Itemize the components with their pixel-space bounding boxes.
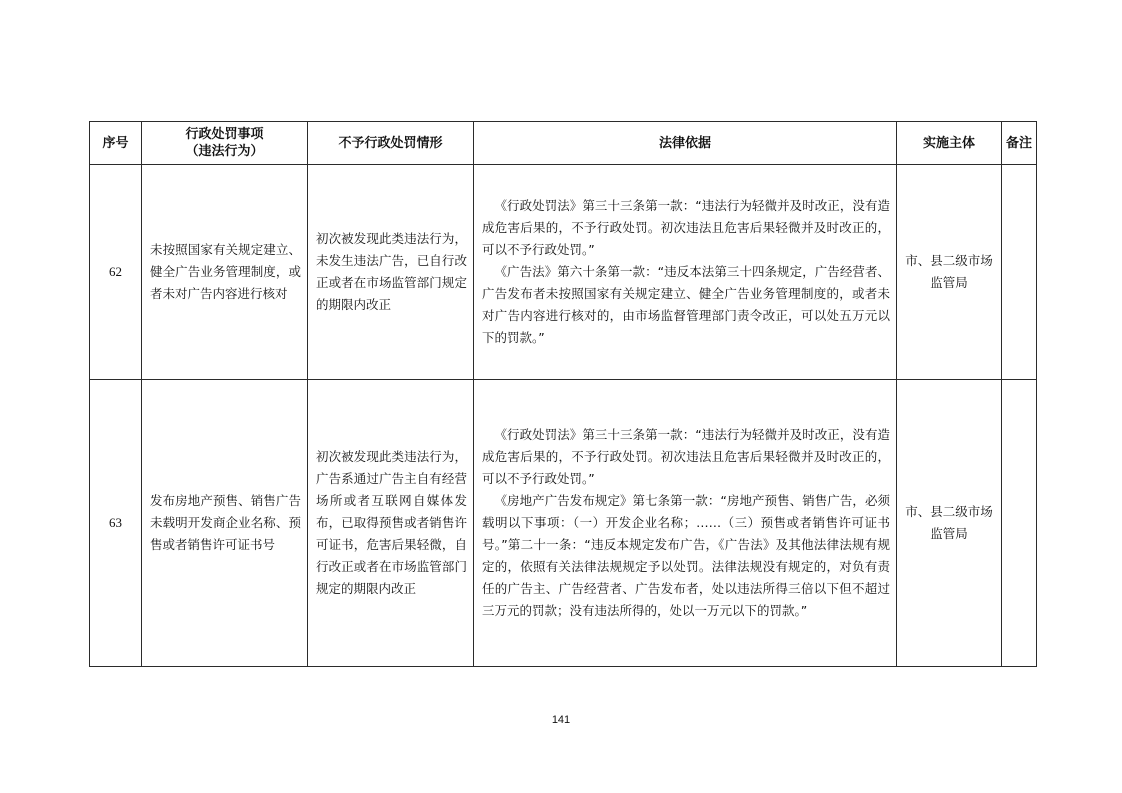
header-matter: [142, 122, 308, 165]
row-basis: [474, 165, 897, 380]
basis-paragraph: 《房地产广告发布规定》第七条第一款：“房地产预售、销售广告，必须载明以下事项：（一）开发企业名称；……（三）预售或者销售许可证书号。”第二十一条：“违反本规定发布广告，《广告法》及其他法律法规有规定的，依照有关法律法规规定予以处罚。法律法规没有规定的，对负有责任的广告主、广告经营者、广告发布者，处以违法所得三倍以下但不超过三万元的罚款；没有违法所得的，处以一万元以下的罚款。”: [482, 493, 890, 618]
row-subject: 市、县二级市场监管局: [897, 165, 1002, 380]
table-row: [90, 380, 1037, 667]
basis-paragraph: 《广告法》第六十条第一款：“违反本法第三十四条规定，广告经营者、广告发布者未按照国家有关规定建立、健全广告业务管理制度的，或者未对广告内容进行核对的，由市场监督管理部门责令改正，可以处五万元以下的罚款。”: [482, 264, 890, 345]
basis-paragraph: 《行政处罚法》第三十三条第一款：“违法行为轻微并及时改正，没有造成危害后果的，不予行政处罚。初次违法且危害后果轻微并及时改正的，可以不予行政处罚。”: [482, 427, 890, 486]
row-exempt: 初次被发现此类违法行为，未发生违法广告，已自行改正或者在市场监管部门规定的期限内改正: [308, 165, 474, 380]
header-matter-line1: 行政处罚事项: [185, 127, 264, 142]
row-basis: [474, 380, 897, 667]
row-remark: [1002, 380, 1037, 667]
row-seq: 62: [90, 165, 142, 380]
header-basis: 法律依据: [474, 122, 897, 165]
header-exempt: 不予行政处罚情形: [308, 122, 474, 165]
header-seq: 序号: [90, 122, 142, 165]
table-row: [90, 165, 1037, 380]
row-matter: 发布房地产预售、销售广告未载明开发商企业名称、预售或者销售许可证书号: [142, 380, 308, 667]
header-subject: 实施主体: [897, 122, 1002, 165]
basis-paragraph: 《行政处罚法》第三十三条第一款：“违法行为轻微并及时改正，没有造成危害后果的，不予行政处罚。初次违法且危害后果轻微并及时改正的，可以不予行政处罚。”: [482, 198, 890, 257]
table-header-row: [90, 122, 1037, 165]
row-subject: 市、县二级市场监管局: [897, 380, 1002, 667]
header-remark: 备注: [1002, 122, 1037, 165]
row-remark: [1002, 165, 1037, 380]
penalty-table: [89, 121, 1037, 667]
header-matter-line2: （违法行为）: [185, 144, 264, 159]
page-number: 141: [551, 714, 571, 726]
row-exempt: 初次被发现此类违法行为，广告系通过广告主自有经营场所或者互联网自媒体发布，已取得预售或者销售许可证书，危害后果轻微，自行改正或者在市场监管部门规定的期限内改正: [308, 380, 474, 667]
row-matter: 未按照国家有关规定建立、健全广告业务管理制度，或者未对广告内容进行核对: [142, 165, 308, 380]
row-seq: 63: [90, 380, 142, 667]
